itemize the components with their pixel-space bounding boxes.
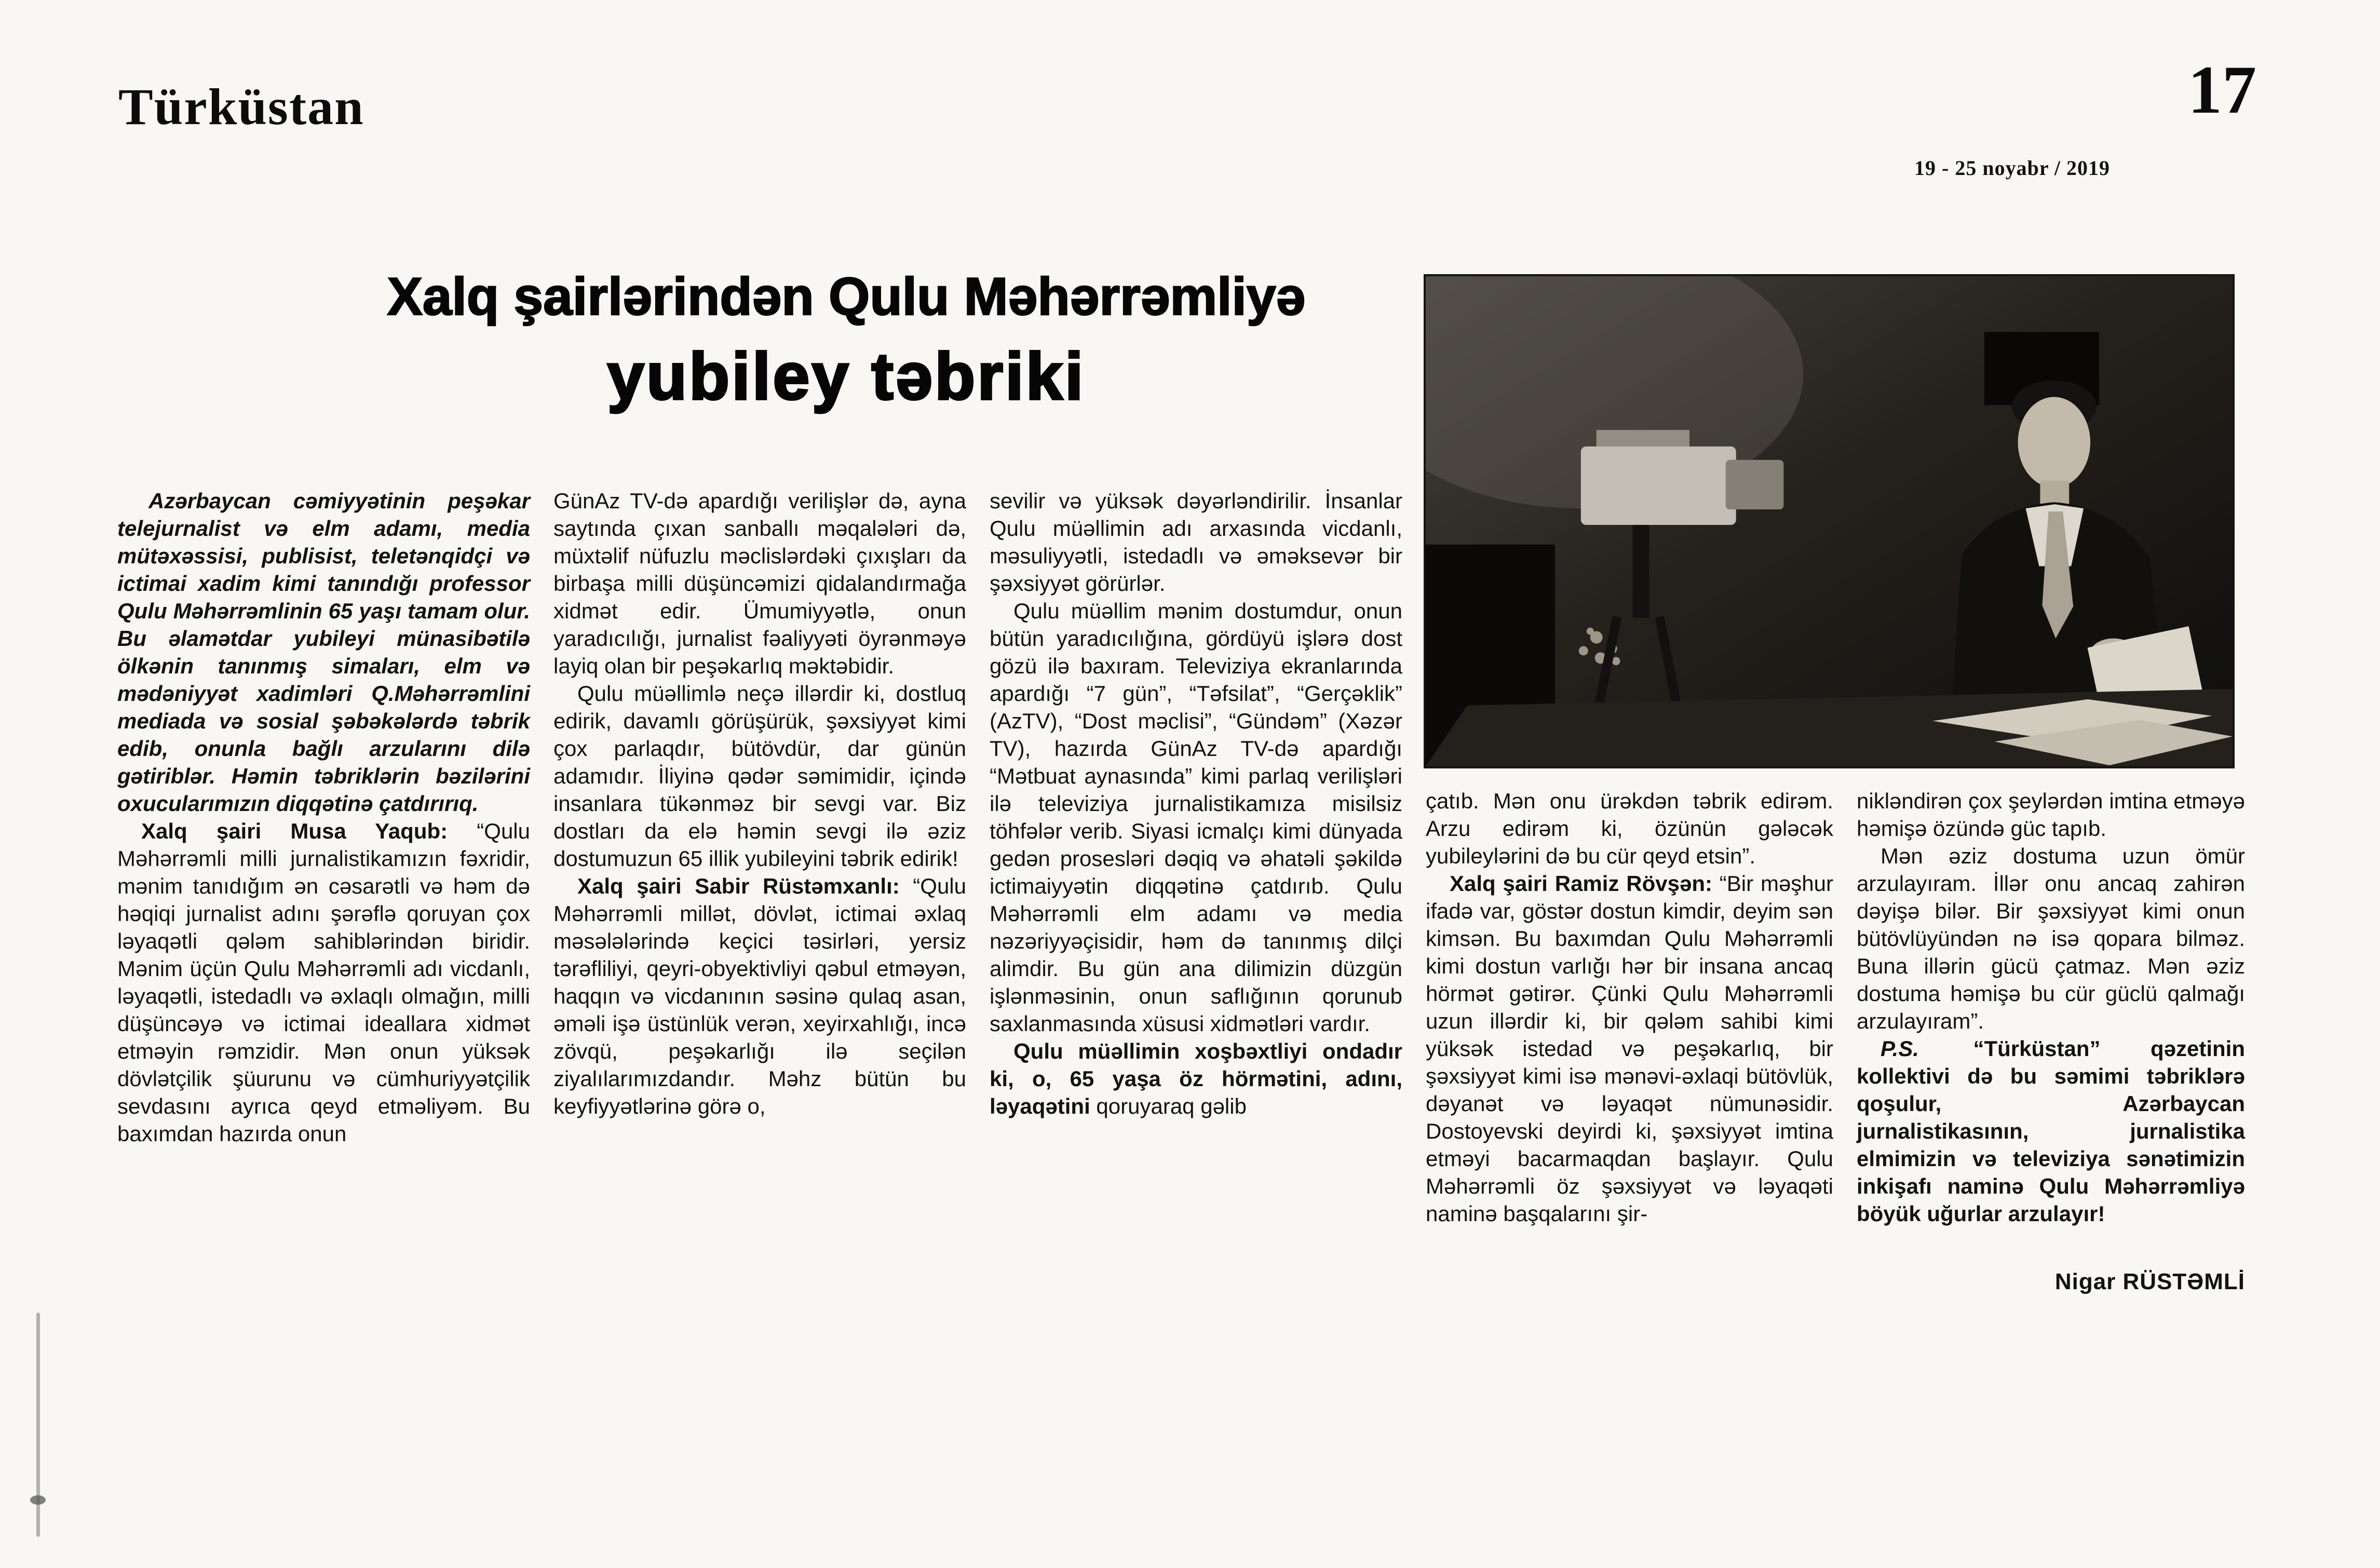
article-column-3 (990, 487, 1402, 1120)
article-photo (1424, 274, 2235, 768)
paragraph: P.S. “Türküstan” qəzetinin kollektivi də bu səmimi təbriklərə qoşulur, Azərbaycan jurnalistikasının, jurnalistika elmimizin və televiziya sənətimizin inkişafı naminə Qulu Məhərrəmliyə böyük uğurlar arzulayır! (1857, 1036, 2245, 1226)
paragraph: Xalq şairi Musa Yaqub: “Qulu Məhərrəmli milli jurnalistikamızın fəxridir, mənim tanıdığım ən cəsarətli və həm də həqiqi jurnalist adını şərəflə qoruyan çox ləyaqətli qələm sahiblərindən biridir. Mənim üçün Qulu Məhərrəmli adı vicdanlı, ləyaqətli, istedadlı və əxlaqlı olmağın, milli düşüncəyə və ictimai ideallara xidmət etməyin rəmzidir. Mən onun yüksək dövlətçilik şüurunu və cümhuriyyətçilik sevdasını ayrıca qeyd etməliyəm. Bu baxımdan hazırda onun (117, 819, 530, 1146)
speaker-name: Xalq şairi Musa Yaqub: (141, 819, 448, 843)
article-column-2 (553, 487, 966, 1120)
article-headline (239, 267, 1454, 414)
issue-date: 19 - 25 noyabr / 2019 (1914, 156, 2110, 180)
article-column-1 (117, 487, 530, 1147)
paragraph: Xalq şairi Sabir Rüstəmxanlı: “Qulu Məhərrəmli millət, dövlət, ictimai əxlaq məsələlərində keçici təsirləri, yersiz tərəfliliyi, qeyri-obyektivliyi qəbul etməyən, haqqın və vicdanının səsinə qulaq asan, əməli işə üstünlük verən, xeyirxahlığı, incə zövqü, peşəkarlığı ilə seçilən ziyalılarımızdandır. Məhz bütün bu keyfiyyətlərinə görə o, (553, 874, 966, 1118)
article-column-5 (1857, 787, 2245, 1295)
paragraph: Mən əziz dostuma uzun ömür arzulayıram. İllər onu ancaq zahirən dəyişə bilər. Bir şəxsiyyət kimi onun bütövlüyündən nə isə qopara bilməz. Buna illərin gücü çatmaz. Mən əziz dostuma həmişə bu cür güclü qalmağı arzulayıram”. (1857, 844, 2245, 1033)
speaker-name: P.S. (1881, 1036, 1919, 1061)
paragraph: GünAz TV-də apardığı verilişlər də, ayna saytında çıxan sanballı məqalələri də, müxtəlif nüfuzlu məclislərdəki çıxışları da birbaşa milli düşüncəmizi qidalandırmağa xidmət edir. Ümumiyyətlə, onun yaradıcılığı, jurnalist fəaliyyəti öyrənməyə layiq olan bir peşəkarlıq məktəbidir. (553, 489, 966, 678)
paragraph: Qulu müəllimin xoşbəxtliyi ondadır ki, o, 65 yaşa öz hörmətini, adını, ləyaqətini qoruyaraq gəlib (990, 1039, 1402, 1118)
speaker-name: Qulu müəllimin xoşbəxtliyi ondadır ki, o, 65 yaşa öz hörmətini, adını, ləyaqətini (990, 1039, 1402, 1118)
page-number: 17 (2188, 51, 2256, 128)
paragraph: Qulu müəllimlə neçə illərdir ki, dostluq edirik, davamlı görüşürük, şəxsiyyət kimi çox parlaqdır, bütövdür, dar günün adamıdır. İliyinə qədər səmimidir, içində insanlara tükənməz bir sevgi var. Biz dostları da elə həmin sevgi ilə əziz dostumuzun 65 illik yubileyini təbrik edirik! (553, 681, 966, 871)
paragraph: nikləndirən çox şeylərdən imtina etməyə həmişə özündə güc tapıb. (1857, 789, 2245, 841)
author-signature: Nigar RÜSTƏMLİ (2054, 1269, 2245, 1294)
paragraph: Xalq şairi Ramiz Rövşən: “Bir məşhur ifadə var, göstər dostun kimdir, deyim sən kimsən. Bu baxımdan Qulu Məhərrəmli kimi dostun varlığı hər bir insana ancaq hörmət gətirər. Çünki Qulu Məhərrəmli uzun illərdir ki, bir qələm sahibi kimi yüksək istedad və peşəkarlıq, bir şəxsiyyət kimi isə mənəvi-əxlaqi bütövlük, dəyanət və ləyaqət nümunəsidir. Dostoyevski deyirdi ki, şəxsiyyət imtina etməyi bacarmaqdan başlayır. Qulu Məhərrəmli öz şəxsiyyət və ləyaqəti naminə başqalarını şir- (1426, 871, 1833, 1226)
headline-line1: Xalq şairlərindən Qulu Məhərrəmliyə (387, 267, 1306, 326)
article-column-4 (1426, 787, 1833, 1227)
speaker-name: Xalq şairi Ramiz Rövşən: (1450, 871, 1712, 896)
scan-artifact-dot (30, 1495, 46, 1505)
masthead-title: Türküstan (118, 78, 364, 136)
paragraph: çatıb. Mən onu ürəkdən təbrik edirəm. Arzu edirəm ki, özünün gələcək yubileylərini də bu cür qeyd etsin”. (1426, 789, 1833, 868)
headline-line2: yubiley təbriki (607, 340, 1086, 414)
paragraph: Qulu müəllim mənim dostumdur, onun bütün yaradıcılığına, gördüyü işlərə dost gözü ilə baxıram. Televiziya ekranlarında apardığı “7 gün”, “Təfsilat”, “Gerçəklik” (AzTV), “Dost məclisi”, “Gündəm” (Xəzər TV), hazırda GünAz TV-də apardığı “Mətbuat aynasında” kimi parlaq verilişləri ilə televiziya jurnalistikamıza misilsiz töhfələr verib. Siyasi icmalçı kimi dünyada gedən prosesləri dəqiq və əhatəli şəkildə ictimaiyyətin diqqətinə çatdırıb. Qulu Məhərrəmli elm adamı və media nəzəriyyəçisidir, həm də tanınmış dilçi alimdir. Bu gün ana dilimizin düzgün işlənməsinin, onun saflığının qorunub saxlanmasında xüsusi xidmətləri vardır. (990, 599, 1402, 1036)
studio-photo-illustration (1426, 276, 2233, 766)
paragraph: sevilir və yüksək dəyərləndirilir. İnsanlar Qulu müəllimin adı arxasında vicdanlı, məsuliyyətli, istedadlı və əməksevər bir şəxsiyyət görürlər. (990, 489, 1402, 596)
speaker-name: Xalq şairi Sabir Rüstəmxanlı: (577, 874, 900, 898)
paragraph: Azərbaycan cəmiyyətinin peşəkar telejurnalist və elm adamı, media mütəxəssisi, publisist, teletənqidçi və ictimai xadim kimi tanındığı professor Qulu Məhərrəmlinin 65 yaşı tamam olur. Bu əlamətdar yubileyi münasibətilə ölkənin tanınmış simaları, elm və mədəniyyət xadimləri Q.Məhərrəmlini mediada və sosial şəbəkələrdə təbrik edib, onunla bağlı arzularını dilə gətiriblər. Həmin təbriklərin bəzilərini oxucularımızın diqqətinə çatdırırıq. (117, 489, 530, 816)
